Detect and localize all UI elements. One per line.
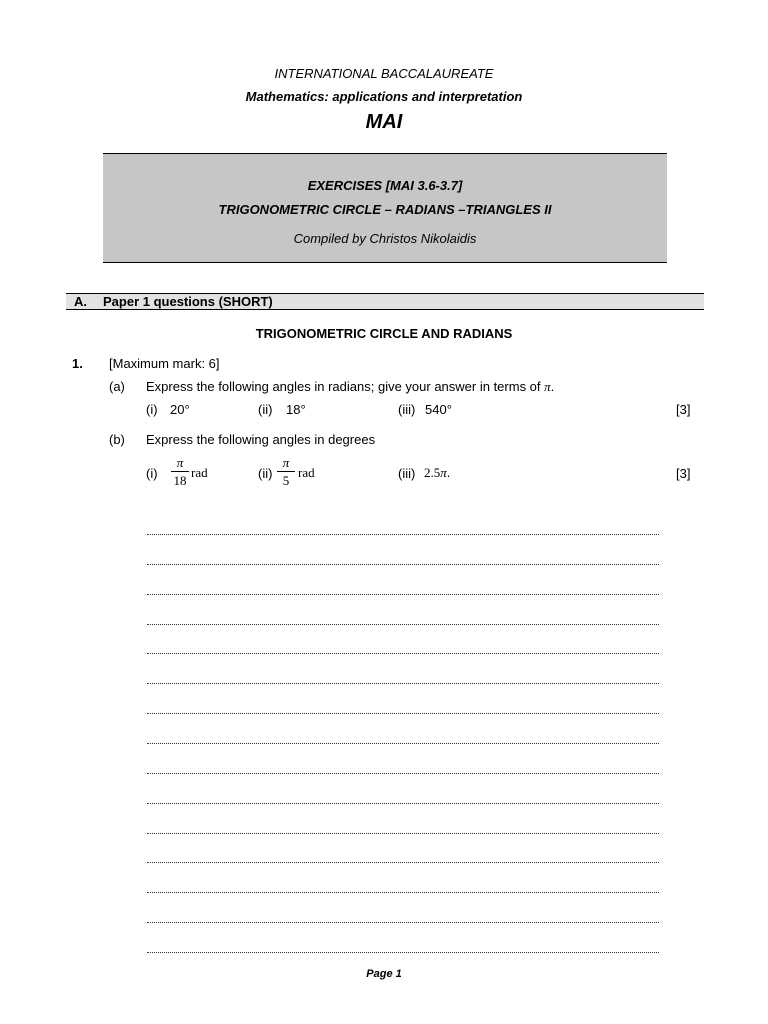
part-a-instruction: Express the following angles in radians; give your answer in terms of xyxy=(146,379,541,394)
part-b-iii-period: . xyxy=(446,465,451,480)
pi-symbol: π xyxy=(440,465,447,480)
header-organization: INTERNATIONAL BACCALAUREATE xyxy=(274,66,494,81)
compiler-credit: Compiled by Christos Nikolaidis xyxy=(293,231,477,246)
part-a-i-label: (i) xyxy=(146,402,158,417)
fraction-numerator: π xyxy=(176,455,184,470)
answer-line[interactable] xyxy=(147,624,659,625)
answer-line[interactable] xyxy=(147,803,659,804)
answer-line[interactable] xyxy=(147,713,659,714)
part-b-text: Express the following angles in degrees xyxy=(146,432,376,447)
part-a-i-value: 20° xyxy=(170,402,190,417)
answer-line[interactable] xyxy=(147,534,659,535)
part-b-marks: [3] xyxy=(676,466,691,481)
part-b-i-unit: rad xyxy=(191,465,208,480)
fraction-pi-over-5 xyxy=(277,455,295,488)
section-letter: A. xyxy=(74,294,87,309)
part-b-ii-unit: rad xyxy=(298,465,315,480)
part-a-iii-label: (iii) xyxy=(398,402,416,417)
part-a-marks: [3] xyxy=(676,402,691,417)
part-a-label: (a) xyxy=(109,379,125,394)
answer-line[interactable] xyxy=(147,594,659,595)
part-a-ii-value: 18° xyxy=(286,402,306,417)
part-a-ii-label: (ii) xyxy=(258,402,273,417)
part-a-period: . xyxy=(550,379,555,394)
fraction-denominator: 5 xyxy=(282,473,290,488)
exercise-title: EXERCISES [MAI 3.6-3.7] xyxy=(307,178,463,193)
section-header xyxy=(66,293,704,310)
topic-heading: TRIGONOMETRIC CIRCLE AND RADIANS xyxy=(255,326,513,341)
question-number: 1. xyxy=(72,356,83,371)
answer-line[interactable] xyxy=(147,952,659,953)
fraction-pi-over-18 xyxy=(171,455,189,488)
page-footer: Page 1 xyxy=(366,968,402,980)
fraction-denominator: 18 xyxy=(173,473,187,488)
answer-line[interactable] xyxy=(147,922,659,923)
answer-line[interactable] xyxy=(147,743,659,744)
answer-line[interactable] xyxy=(147,773,659,774)
header-subject: Mathematics: applications and interpretation xyxy=(245,89,523,104)
part-a-text xyxy=(146,379,554,395)
part-b-iii-label: (iii) xyxy=(398,466,416,481)
part-b-ii-label: (ii) xyxy=(258,466,273,481)
answer-line[interactable] xyxy=(147,653,659,654)
section-title: Paper 1 questions (SHORT) xyxy=(103,294,273,309)
max-mark: [Maximum mark: 6] xyxy=(109,356,220,371)
fraction-bar xyxy=(277,471,295,472)
pi-symbol: π xyxy=(544,379,551,394)
part-b-iii-value xyxy=(424,465,450,481)
answer-line[interactable] xyxy=(147,683,659,684)
answer-line[interactable] xyxy=(147,862,659,863)
exercise-subtitle: TRIGONOMETRIC CIRCLE – RADIANS –TRIANGLES II xyxy=(218,202,552,217)
part-b-i-label: (i) xyxy=(146,466,158,481)
title-box xyxy=(103,153,667,263)
answer-line[interactable] xyxy=(147,564,659,565)
part-a-iii-value: 540° xyxy=(425,402,452,417)
answer-line[interactable] xyxy=(147,833,659,834)
fraction-bar xyxy=(171,471,189,472)
fraction-numerator: π xyxy=(282,455,290,470)
answer-line[interactable] xyxy=(147,892,659,893)
coefficient: 2.5 xyxy=(424,465,441,480)
header-course-code: MAI xyxy=(365,111,403,133)
part-b-label: (b) xyxy=(109,432,125,447)
